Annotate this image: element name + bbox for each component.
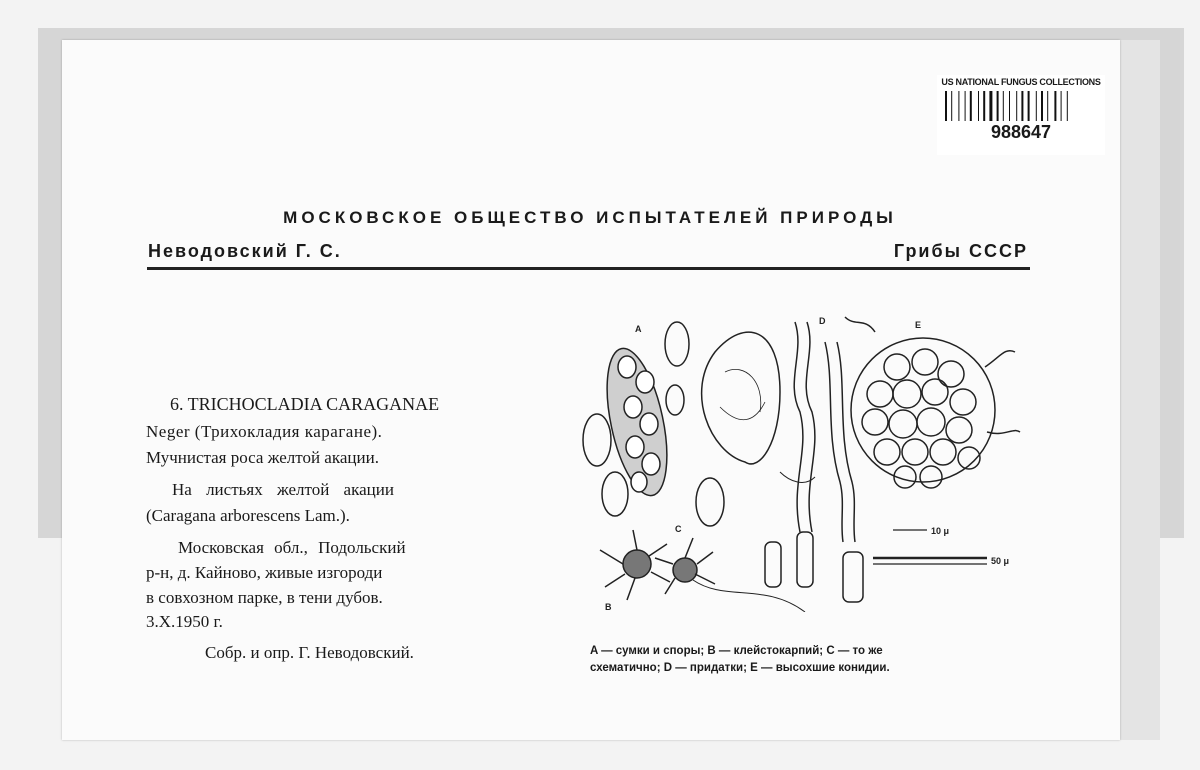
letter-e: E (915, 320, 922, 330)
common-name: Мучнистая роса желтой акации. (146, 448, 379, 467)
locality-line: р-н, д. Кайново, живые изгороди (146, 563, 383, 582)
paper-edge (1120, 40, 1160, 740)
scale-label-2: 50 μ (991, 556, 1010, 566)
barcode-number: 988647 (990, 122, 1052, 142)
letter-c: C (675, 524, 682, 534)
letter-d: D (819, 316, 826, 326)
barcode-bar (951, 91, 952, 121)
figure-legend: A — сумки и споры; B — клейстокарпий; C — то же (590, 645, 883, 657)
barcode-bar (970, 91, 972, 121)
letter-a: A (635, 324, 642, 334)
barcode-bar (1067, 91, 1068, 121)
barcode-bars (945, 91, 1093, 121)
ascus-drawing (596, 343, 678, 501)
barcode-bar (978, 91, 979, 121)
letter-b: B (605, 602, 612, 612)
cleistocarp-drawing (702, 332, 780, 464)
host-line: (Caragana arborescens Lam.). (146, 506, 350, 525)
cleistocarp-cells (845, 317, 1020, 488)
barcode-header: US NATIONAL FUNGUS COLLECTIONS (941, 77, 1101, 87)
locality-line: Московская обл., Подольский (178, 538, 406, 557)
barcode-bar (1003, 91, 1004, 121)
figure-legend: схематично; D — придатки; E — высохшие конидии. (590, 662, 890, 674)
barcode-bar (965, 91, 966, 121)
series-title: Грибы СССР (893, 241, 1028, 261)
barcode-bar (1061, 91, 1062, 121)
heading-rule (147, 267, 1030, 270)
scale-bars (873, 530, 987, 564)
barcode-bar (983, 91, 985, 121)
locality-line: в совхозном парке, в тени дубов. (146, 588, 383, 607)
barcode-bar (958, 91, 959, 121)
barcode-bar (1036, 91, 1037, 121)
barcode-bar (1054, 91, 1056, 121)
barcode-bar (1028, 91, 1030, 121)
barcode-bar (997, 91, 999, 121)
species-authority: Neger (Трихокладия карагане). (146, 422, 383, 441)
host-line: На листьях желтой акации (172, 480, 394, 499)
species-name: 6. TRICHOCLADIA CARAGANAE (170, 394, 440, 414)
collector-line: Собр. и опр. Г. Неводовский. (205, 643, 414, 662)
barcode-tag (937, 75, 1105, 155)
author-name: Неводовский Г. С. (148, 241, 342, 261)
barcode-bar (1009, 91, 1010, 121)
fungus-illustration (575, 312, 1025, 612)
barcode-bar (945, 91, 947, 121)
barcode-bar (1021, 91, 1023, 121)
barcode-bar (1016, 91, 1017, 121)
collection-date: 3.X.1950 г. (146, 612, 223, 631)
scale-label-1: 10 μ (931, 526, 950, 536)
society-heading: МОСКОВСКОЕ ОБЩЕСТВО ИСПЫТАТЕЛЕЙ ПРИРОДЫ (283, 208, 897, 227)
barcode-bar (1047, 91, 1048, 121)
appendage-drawing (765, 322, 863, 602)
barcode-bar (1041, 91, 1043, 121)
barcode-bar (989, 91, 992, 121)
